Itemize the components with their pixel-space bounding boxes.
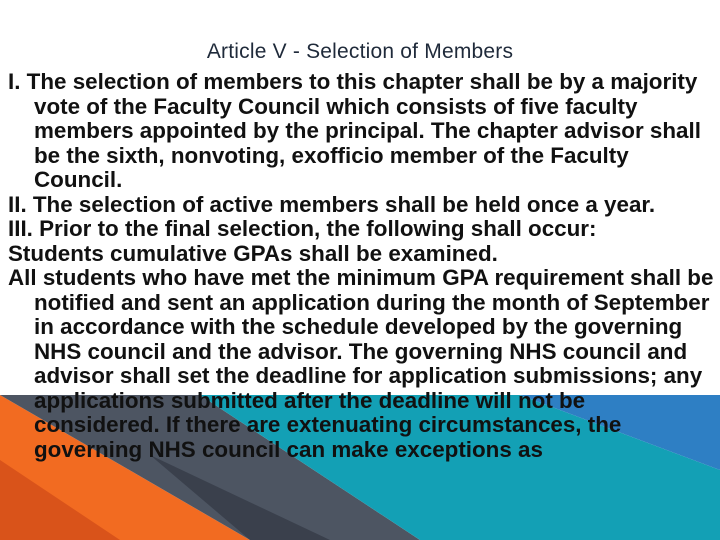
- slide-body: [8, 70, 714, 462]
- slide-title: Article V - Selection of Members: [206, 40, 514, 63]
- paragraph-1: I. The selection of members to this chapter shall be by a majority vote of the Faculty Council which consists of five faculty members appointed by the principal. The chapter advisor shall be the sixth, nonvoting, exofficio member of the Faculty Council.: [8, 69, 701, 192]
- paragraph-2: II. The selection of active members shall be held once a year.: [8, 191, 656, 217]
- paragraph-4: Students cumulative GPAs shall be examined.: [8, 240, 498, 266]
- paragraph-5: All students who have met the minimum GPA requirement shall be notified and sent an application during the month of September in accordance with the schedule developed by the governing NHS council and the advisor. The governing NHS council and advisor shall set the deadline for application submissions; any applications submitted after the deadline will not be considered. If there are extenuating circumstances, the governing NHS council can make exceptions as: [8, 265, 714, 462]
- paragraph-3: III. Prior to the final selection, the following shall occur:: [8, 216, 597, 241]
